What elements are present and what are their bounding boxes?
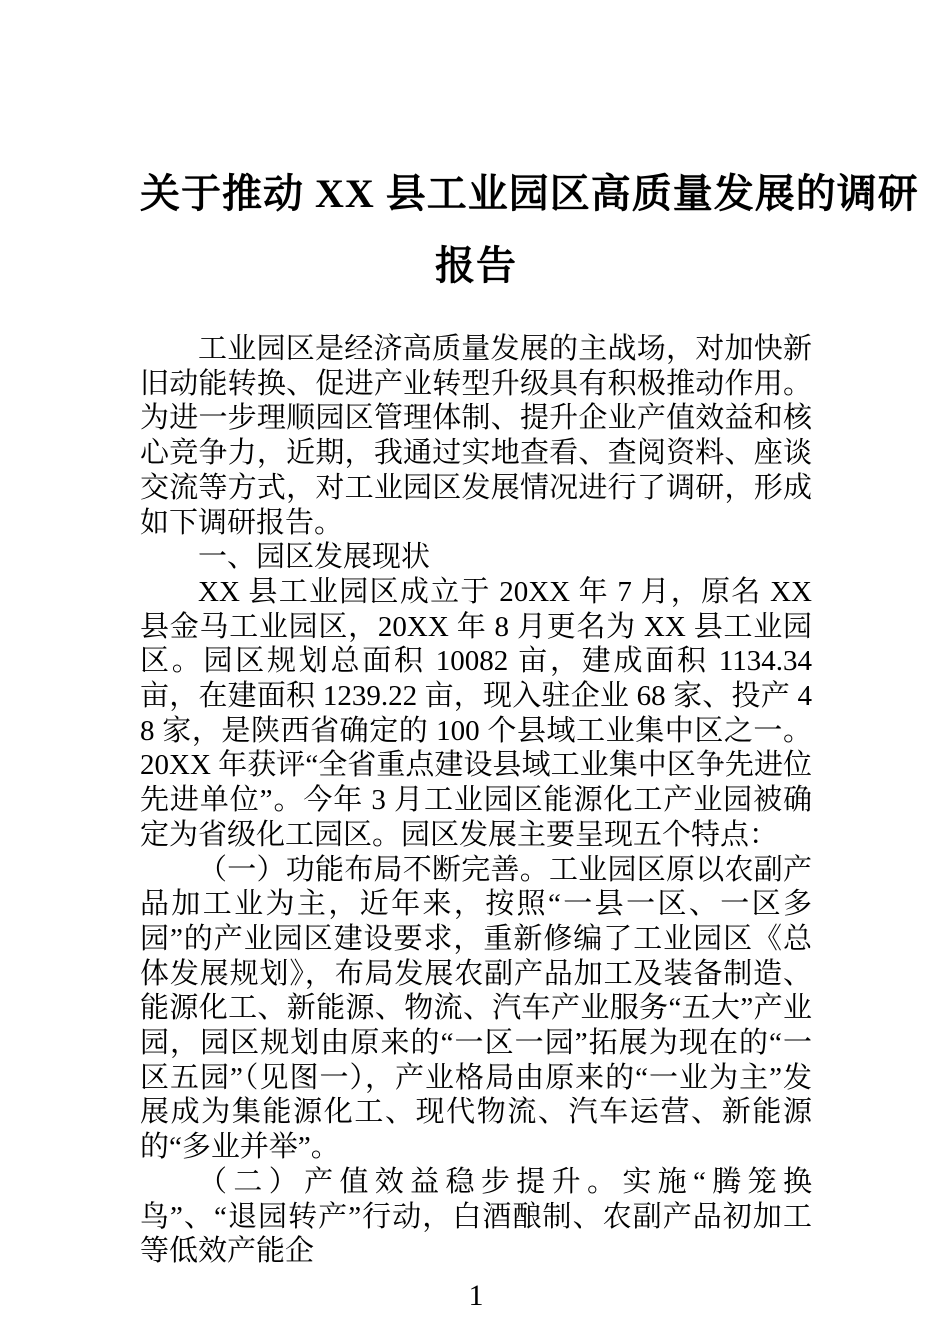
page-number: 1	[468, 1278, 484, 1312]
document-title-line-1: 关于推动 XX 县工业园区高质量发展的调研	[140, 171, 919, 216]
document-title	[140, 158, 919, 302]
paragraph-park-overview: XX 县工业园区成立于 20XX 年 7 月，原名 XX 县金马工业园区，20XX 年 8 月更名为 XX 县工业园区。园区规划总面积 10082 亩，建成面积 1134.34 亩，在建面积 1239.22 亩，现入驻企业 68 家、投产 48 家，是陕西省确定的 100 个县域工业集中区之一。20XX 年获评“全省重点建设县域工业集中区争先进位先进单位”。今年 3 月工业园区能源化工产业园被确定为省级化工园区。园区发展主要呈现五个特点：	[140, 575, 812, 851]
document-body	[140, 332, 812, 1269]
paragraph-intro: 工业园区是经济高质量发展的主战场，对加快新旧动能转换、促进产业转型升级具有积极推动作用。为进一步理顺园区管理体制、提升企业产值效益和核心竞争力，近期，我通过实地查看、查阅资料、座谈交流等方式，对工业园区发展情况进行了调研，形成如下调研报告。	[140, 333, 812, 539]
section-heading-current-status: 一、园区发展现状	[198, 541, 431, 574]
document-title-line-2: 报告	[435, 243, 517, 288]
paragraph-feature-1-layout: （一）功能布局不断完善。工业园区原以农副产品加工业为主，近年来，按照“一县一区、一区多园”的产业园区建设要求，重新修编了工业园区《总体发展规划》，布局发展农副产品加工及装备制造、能源化工、新能源、物流、汽车产业服务“五大”产业园，园区规划由原来的“一区一园”拓展为现在的“一区五园”（见图一），产业格局由原来的“一业为主”发展成为集能源化工、现代物流、汽车运营、新能源的“多业并举”。	[140, 853, 812, 1164]
paragraph-feature-2-output: （二）产值效益稳步提升。实施“腾笼换鸟”、“退园转产”行动，白酒酿制、农副产品初加工等低效产能企	[140, 1165, 812, 1268]
